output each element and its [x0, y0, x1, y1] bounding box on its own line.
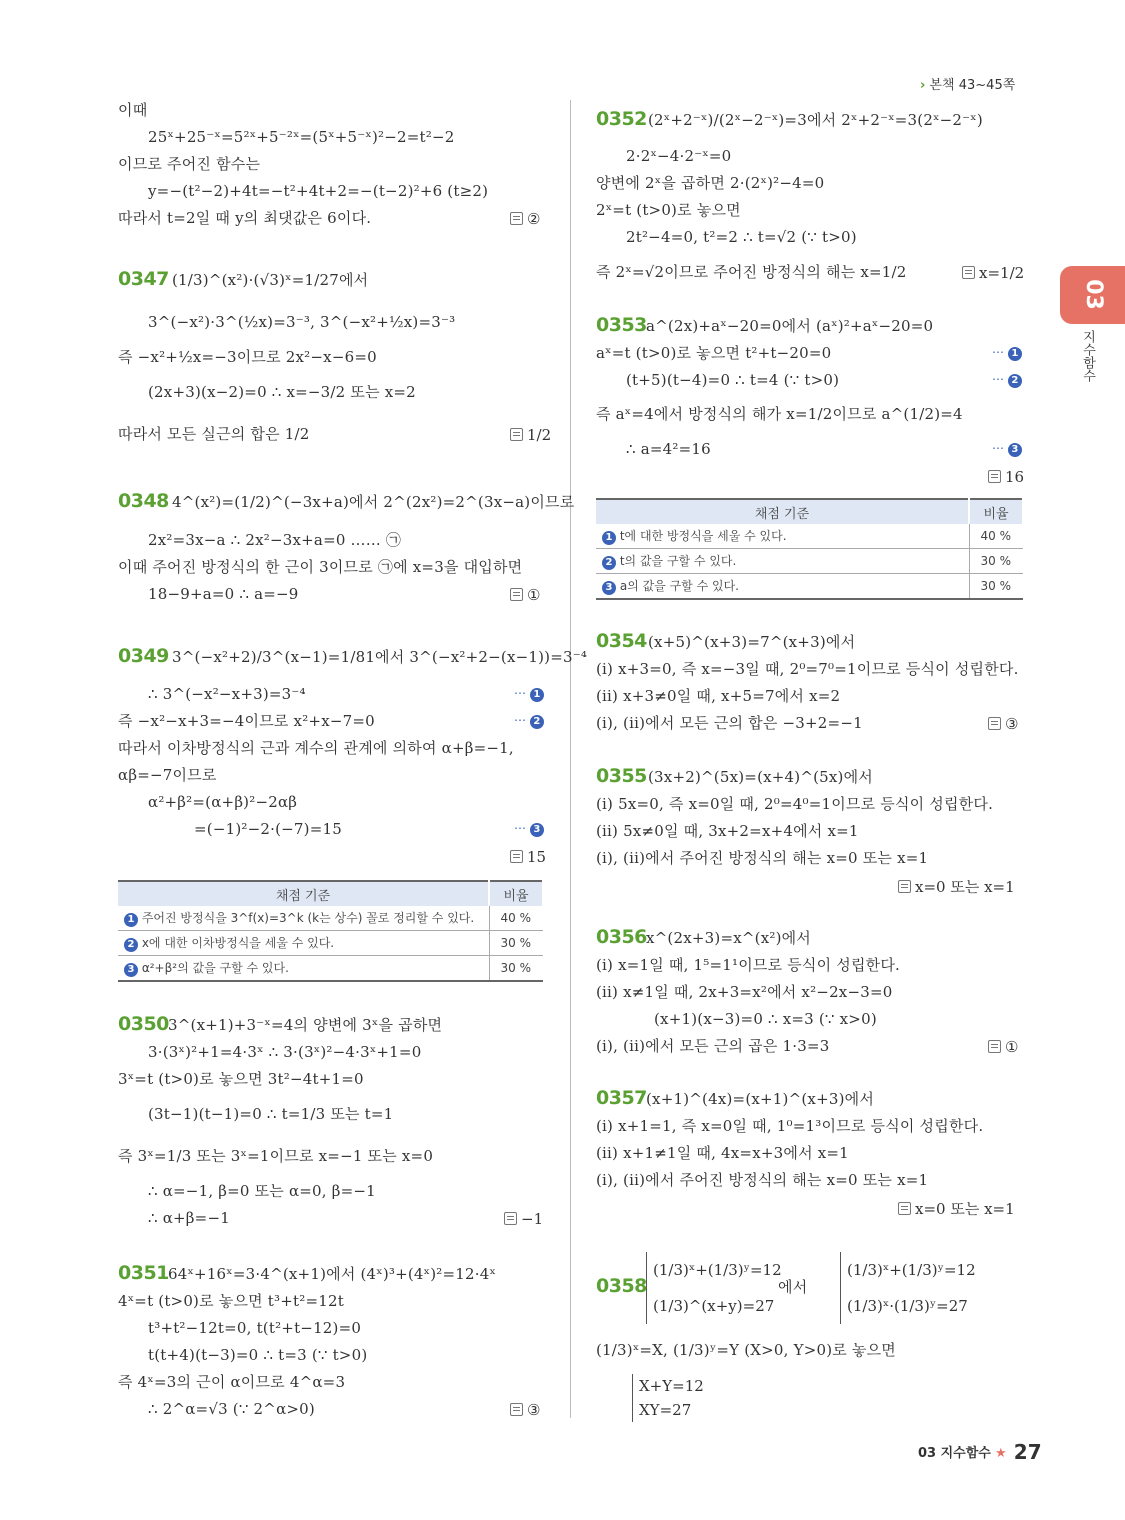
solution-line: 즉 3ˣ=1/3 또는 3ˣ=1이므로 x=−1 또는 x=0	[118, 1147, 434, 1165]
solution-line: 3·(3ˣ)²+1=4·3ˣ ∴ 3·(3ˣ)²−4·3ˣ+1=0	[148, 1043, 422, 1061]
solution-line: x^(2x+3)=x^(x²)에서	[646, 929, 811, 947]
solution-line: 즉 −x²+½x=−3이므로 2x²−x−6=0	[118, 348, 377, 366]
problem-number: 0353	[596, 314, 647, 336]
problem-number: 0349	[118, 645, 169, 667]
answer-icon	[510, 1403, 523, 1416]
table-row: 1 주어진 방정식을 3^f(x)=3^k (k는 상수) 꼴로 정리할 수 있다. 40 %	[118, 906, 543, 931]
solution-line: ∴ 3^(−x²−x+3)=3⁻⁴	[148, 685, 306, 703]
problem-number: 0352	[596, 108, 647, 130]
table-header: 비율	[969, 499, 1023, 524]
solution-line: t(t+4)(t−3)=0 ∴ t=3 (∵ t>0)	[148, 1346, 368, 1364]
solution-line: (x+5)^(x+3)=7^(x+3)에서	[648, 633, 856, 651]
answer: x=0 또는 x=1	[898, 876, 1015, 897]
solution-line: (2x+3)(x−2)=0 ∴ x=−3/2 또는 x=2	[148, 383, 416, 401]
answer-icon	[510, 588, 523, 601]
answer-icon	[504, 1212, 517, 1225]
problem-number: 0350	[118, 1013, 169, 1035]
table-row: 2 x에 대한 이차방정식을 세울 수 있다. 30 %	[118, 931, 543, 956]
solution-line: (ii) x+3≠0일 때, x+5=7에서 x=2	[596, 687, 841, 705]
solution-line: aˣ=t (t>0)로 놓으면 t²+t−20=0	[596, 344, 832, 362]
solution-line: α²+β²=(α+β)²−2αβ	[148, 793, 298, 811]
solution-line: 4ˣ=t (t>0)로 놓으면 t³+t²=12t	[118, 1292, 344, 1310]
equation-system: (1/3)ˣ+(1/3)ʸ=12 (1/3)^(x+y)=27	[646, 1252, 782, 1324]
page-footer: 03 지수함수 ★ 27	[918, 1440, 1042, 1464]
step-marker: ⋯ 2	[992, 372, 1022, 388]
column-divider	[570, 100, 571, 1418]
problem-number: 0355	[596, 765, 647, 787]
table-row: 3 a의 값을 구할 수 있다. 30 %	[596, 574, 1023, 600]
answer: x=0 또는 x=1	[898, 1198, 1015, 1219]
intro-line: 이므로 주어진 함수는	[118, 155, 261, 173]
answer-icon	[898, 880, 911, 893]
problem-number: 0356	[596, 926, 647, 948]
solution-line: (ii) 5x≠0일 때, 3x+2=x+4에서 x=1	[596, 822, 859, 840]
answer-icon	[510, 212, 523, 225]
table-row: 3 α²+β²의 값을 구할 수 있다. 30 %	[118, 956, 543, 982]
solution-line: (2ˣ+2⁻ˣ)/(2ˣ−2⁻ˣ)=3에서 2ˣ+2⁻ˣ=3(2ˣ−2⁻ˣ)	[648, 111, 983, 129]
solution-line: 3^(−x²+2)/3^(x−1)=1/81에서 3^(−x²+2−(x−1))=3⁻⁴	[172, 648, 588, 666]
step-marker: ⋯ 1	[514, 686, 544, 702]
equation-system: X+Y=12 XY=27	[632, 1374, 704, 1422]
solution-line: 2x²=3x−a ∴ 2x²−3x+a=0 …… ㉠	[148, 531, 402, 549]
answer-icon	[898, 1202, 911, 1215]
answer: ③	[988, 715, 1018, 733]
scoring-table	[596, 498, 1024, 600]
step-marker: ⋯ 1	[992, 345, 1022, 361]
answer: −1	[504, 1210, 543, 1228]
answer: 1/2	[510, 426, 551, 444]
answer: 16	[988, 468, 1024, 486]
solution-line: a^(2x)+aˣ−20=0에서 (aˣ)²+aˣ−20=0	[646, 317, 934, 335]
solution-line: (x+1)(x−3)=0 ∴ x=3 (∵ x>0)	[654, 1010, 877, 1028]
solution-line: 에서	[778, 1278, 808, 1296]
solution-line: (i) x+1=1, 즉 x=0일 때, 1⁰=1³이므로 등식이 성립한다.	[596, 1117, 984, 1135]
solution-line: 3^(−x²)·3^(½x)=3⁻³, 3^(−x²+½x)=3⁻³	[148, 313, 456, 331]
solution-line: αβ=−7이므로	[118, 766, 217, 784]
solution-line: (ii) x≠1일 때, 2x+3=x²에서 x²−2x−3=0	[596, 983, 893, 1001]
table-header: 채점 기준	[118, 881, 489, 906]
table-row: 1 t에 대한 방정식을 세울 수 있다. 40 %	[596, 524, 1023, 549]
step-marker: ⋯ 3	[514, 821, 544, 837]
equation-system: (1/3)ˣ+(1/3)ʸ=12 (1/3)ˣ·(1/3)ʸ=27	[840, 1252, 976, 1324]
solution-line: 2·2ˣ−4·2⁻ˣ=0	[626, 147, 732, 165]
solution-line: 4^(x²)=(1/2)^(−3x+a)에서 2^(2x²)=2^(3x−a)이므로	[172, 493, 575, 511]
scoring-table	[118, 880, 544, 982]
solution-line: 즉 4ˣ=3의 근이 α이므로 4^α=3	[118, 1373, 346, 1391]
answer: 15	[510, 848, 546, 866]
star-icon: ★	[995, 1446, 1007, 1461]
table-header: 채점 기준	[596, 499, 969, 524]
solution-line: 따라서 모든 실근의 합은 1/2	[118, 425, 310, 443]
problem-number: 0354	[596, 630, 647, 652]
answer-icon	[962, 266, 975, 279]
solution-line: 3^(x+1)+3⁻ˣ=4의 양변에 3ˣ을 곱하면	[168, 1016, 443, 1034]
intro-line: 25ˣ+25⁻ˣ=5²ˣ+5⁻²ˣ=(5ˣ+5⁻ˣ)²−2=t²−2	[148, 128, 455, 146]
solution-line: ∴ α=−1, β=0 또는 α=0, β=−1	[148, 1182, 376, 1200]
solution-line: (i) x=1일 때, 1⁵=1¹이므로 등식이 성립한다.	[596, 956, 901, 974]
solution-line: 2ˣ=t (t>0)로 놓으면	[596, 201, 741, 219]
problem-number: 0358	[596, 1275, 647, 1297]
solution-line: ∴ 2^α=√3 (∵ 2^α>0)	[148, 1400, 315, 1418]
table-header: 비율	[489, 881, 543, 906]
answer-icon	[988, 470, 1001, 483]
solution-line: 즉 2ˣ=√2이므로 주어진 방정식의 해는 x=1/2	[596, 263, 907, 281]
intro-line: 이때	[118, 101, 148, 119]
answer-icon	[510, 428, 523, 441]
answer-icon	[510, 850, 523, 863]
solution-line: =(−1)²−2·(−7)=15	[194, 820, 342, 838]
problem-number: 0348	[118, 490, 169, 512]
solution-line: 18−9+a=0 ∴ a=−9	[148, 585, 299, 603]
solution-line: 3ˣ=t (t>0)로 놓으면 3t²−4t+1=0	[118, 1070, 364, 1088]
page-number: 27	[1013, 1440, 1042, 1464]
solution-line: ∴ a=4²=16	[626, 440, 711, 458]
solution-line: (i), (ii)에서 주어진 방정식의 해는 x=0 또는 x=1	[596, 849, 929, 867]
answer: ③	[510, 1401, 540, 1419]
table-row: 2 t의 값을 구할 수 있다. 30 %	[596, 549, 1023, 574]
chapter-tab[interactable]: 03	[1060, 266, 1125, 324]
solution-line: (3t−1)(t−1)=0 ∴ t=1/3 또는 t=1	[148, 1105, 394, 1123]
solution-line: (i), (ii)에서 모든 근의 합은 −3+2=−1	[596, 714, 863, 732]
solution-line: (x+1)^(4x)=(x+1)^(x+3)에서	[646, 1090, 875, 1108]
answer: ①	[510, 586, 540, 604]
step-marker: ⋯ 3	[992, 441, 1022, 457]
problem-number: 0357	[596, 1087, 647, 1109]
solution-line: (i), (ii)에서 모든 근의 곱은 1·3=3	[596, 1037, 830, 1055]
solution-line: 즉 −x²−x+3=−4이므로 x²+x−7=0	[118, 712, 375, 730]
solution-line: (i), (ii)에서 주어진 방정식의 해는 x=0 또는 x=1	[596, 1171, 929, 1189]
intro-line: y=−(t²−2)+4t=−t²+4t+2=−(t−2)²+6 (t≥2)	[148, 182, 489, 200]
solution-line: (ii) x+1≠1일 때, 4x=x+3에서 x=1	[596, 1144, 849, 1162]
answer-icon	[988, 717, 1001, 730]
page-reference: › 본책 43~45쪽	[920, 78, 1016, 93]
intro-line: 따라서 t=2일 때 y의 최댓값은 6이다.	[118, 209, 372, 227]
solution-line: 2t²−4=0, t²=2 ∴ t=√2 (∵ t>0)	[626, 228, 857, 246]
solution-line: 양변에 2ˣ을 곱하면 2·(2ˣ)²−4=0	[596, 174, 825, 192]
answer-icon	[988, 1040, 1001, 1053]
solution-line: 따라서 이차방정식의 근과 계수의 관계에 의하여 α+β=−1,	[118, 739, 514, 757]
problem-number: 0351	[118, 1262, 169, 1284]
answer: ①	[988, 1038, 1018, 1056]
solution-line: (i) x+3=0, 즉 x=−3일 때, 2⁰=7⁰=1이므로 등식이 성립한다.	[596, 660, 1019, 678]
chapter-tab-label: 지수함수	[1080, 330, 1095, 382]
solution-line: 즉 aˣ=4에서 방정식의 해가 x=1/2이므로 a^(1/2)=4	[596, 405, 963, 423]
solution-line: (1/3)^(x²)·(√3)ˣ=1/27에서	[172, 271, 369, 289]
solution-line: (1/3)ˣ=X, (1/3)ʸ=Y (X>0, Y>0)로 놓으면	[596, 1341, 896, 1359]
solution-line: t³+t²−12t=0, t(t²+t−12)=0	[148, 1319, 362, 1337]
solution-line: ∴ α+β=−1	[148, 1209, 230, 1227]
solution-line: (3x+2)^(5x)=(x+4)^(5x)에서	[648, 768, 873, 786]
answer: ②	[510, 210, 540, 228]
step-marker: ⋯ 2	[514, 713, 544, 729]
answer: x=1/2	[962, 264, 1024, 282]
solution-line: 64ˣ+16ˣ=3·4^(x+1)에서 (4ˣ)³+(4ˣ)²=12·4ˣ	[168, 1265, 497, 1283]
solution-line: (t+5)(t−4)=0 ∴ t=4 (∵ t>0)	[626, 371, 840, 389]
solution-line: 이때 주어진 방정식의 한 근이 3이므로 ㉠에 x=3을 대입하면	[118, 558, 523, 576]
solution-line: (i) 5x=0, 즉 x=0일 때, 2⁰=4⁰=1이므로 등식이 성립한다.	[596, 795, 994, 813]
problem-number: 0347	[118, 268, 169, 290]
